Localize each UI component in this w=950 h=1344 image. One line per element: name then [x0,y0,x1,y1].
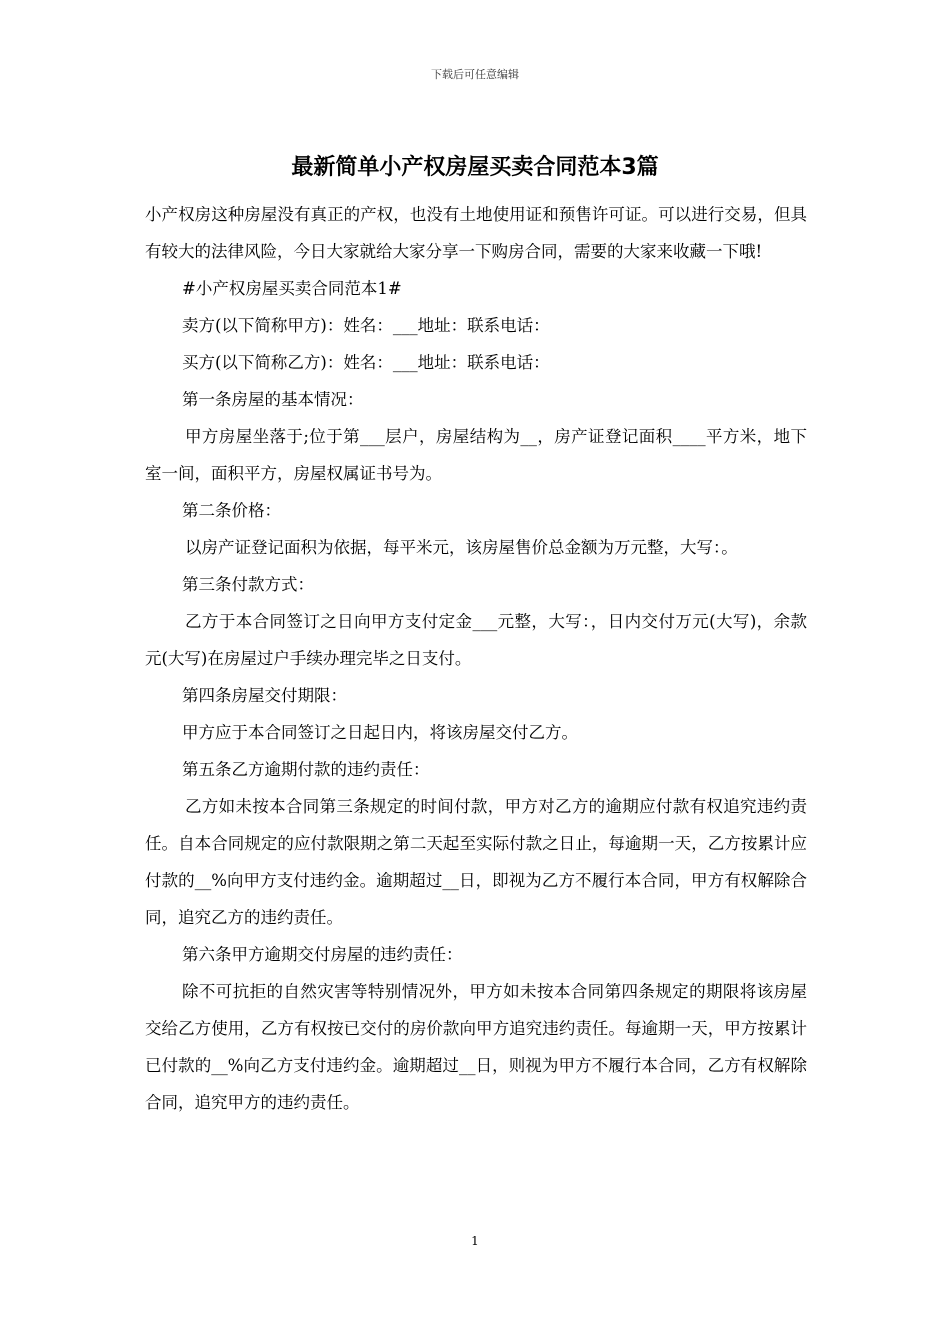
seller-line: 卖方(以下简称甲方)：姓名：___地址：联系电话： [182,316,550,335]
article-3-heading: 第三条付款方式： [182,575,314,594]
article-4-heading: 第四条房屋交付期限： [182,686,347,705]
article-4-body: 甲方应于本合同签订之日起日内，将该房屋交付乙方。 [182,723,578,742]
article-1-body: 甲方房屋坐落于;位于第___层户，房屋结构为__，房产证登记面积____平方米，地下室一间，面积平方，房屋权属证书号为。 [145,427,807,483]
article-6-heading: 第六条甲方逾期交付房屋的违约责任： [182,945,463,964]
document-title: 最新简单小产权房屋买卖合同范本3篇 [291,155,659,180]
header-note: 下载后可任意编辑 [431,68,519,81]
article-2-heading: 第二条价格： [182,501,281,520]
document-body [145,196,807,1121]
article-5-body: 乙方如未按本合同第三条规定的时间付款，甲方对乙方的逾期应付款有权追究违约责任。自本合同规定的应付款限期之第二天起至实际付款之日止，每逾期一天，乙方按累计应付款的__%向甲方支付违约金。逾期超过__日，即视为乙方不履行本合同，甲方有权解除合同，追究乙方的违约责任。 [145,797,807,927]
article-5-heading: 第五条乙方逾期付款的违约责任： [182,760,430,779]
page-number: 1 [471,1234,479,1248]
intro-paragraph: 小产权房这种房屋没有真正的产权，也没有土地使用证和预售许可证。可以进行交易，但具有较大的法律风险，今日大家就给大家分享一下购房合同，需要的大家来收藏一下哦! [145,205,807,261]
article-6-body: 除不可抗拒的自然灾害等特别情况外，甲方如未按本合同第四条规定的期限将该房屋交给乙方使用，乙方有权按已交付的房价款向甲方追究违约责任。每逾期一天，甲方按累计已付款的__%向乙方支付违约金。逾期超过__日，则视为甲方不履行本合同，乙方有权解除合同，追究甲方的违约责任。 [145,982,807,1112]
buyer-line: 买方(以下简称乙方)：姓名：___地址：联系电话： [182,353,550,372]
article-2-body: 以房产证登记面积为依据，每平米元，该房屋售价总金额为万元整，大写：。 [185,538,738,557]
article-1-heading: 第一条房屋的基本情况： [182,390,364,409]
contract-heading: #小产权房屋买卖合同范本1# [182,279,402,298]
article-3-body: 乙方于本合同签订之日向甲方支付定金___元整，大写：，日内交付万元(大写)，余款元(大写)在房屋过户手续办理完毕之日支付。 [145,612,807,668]
